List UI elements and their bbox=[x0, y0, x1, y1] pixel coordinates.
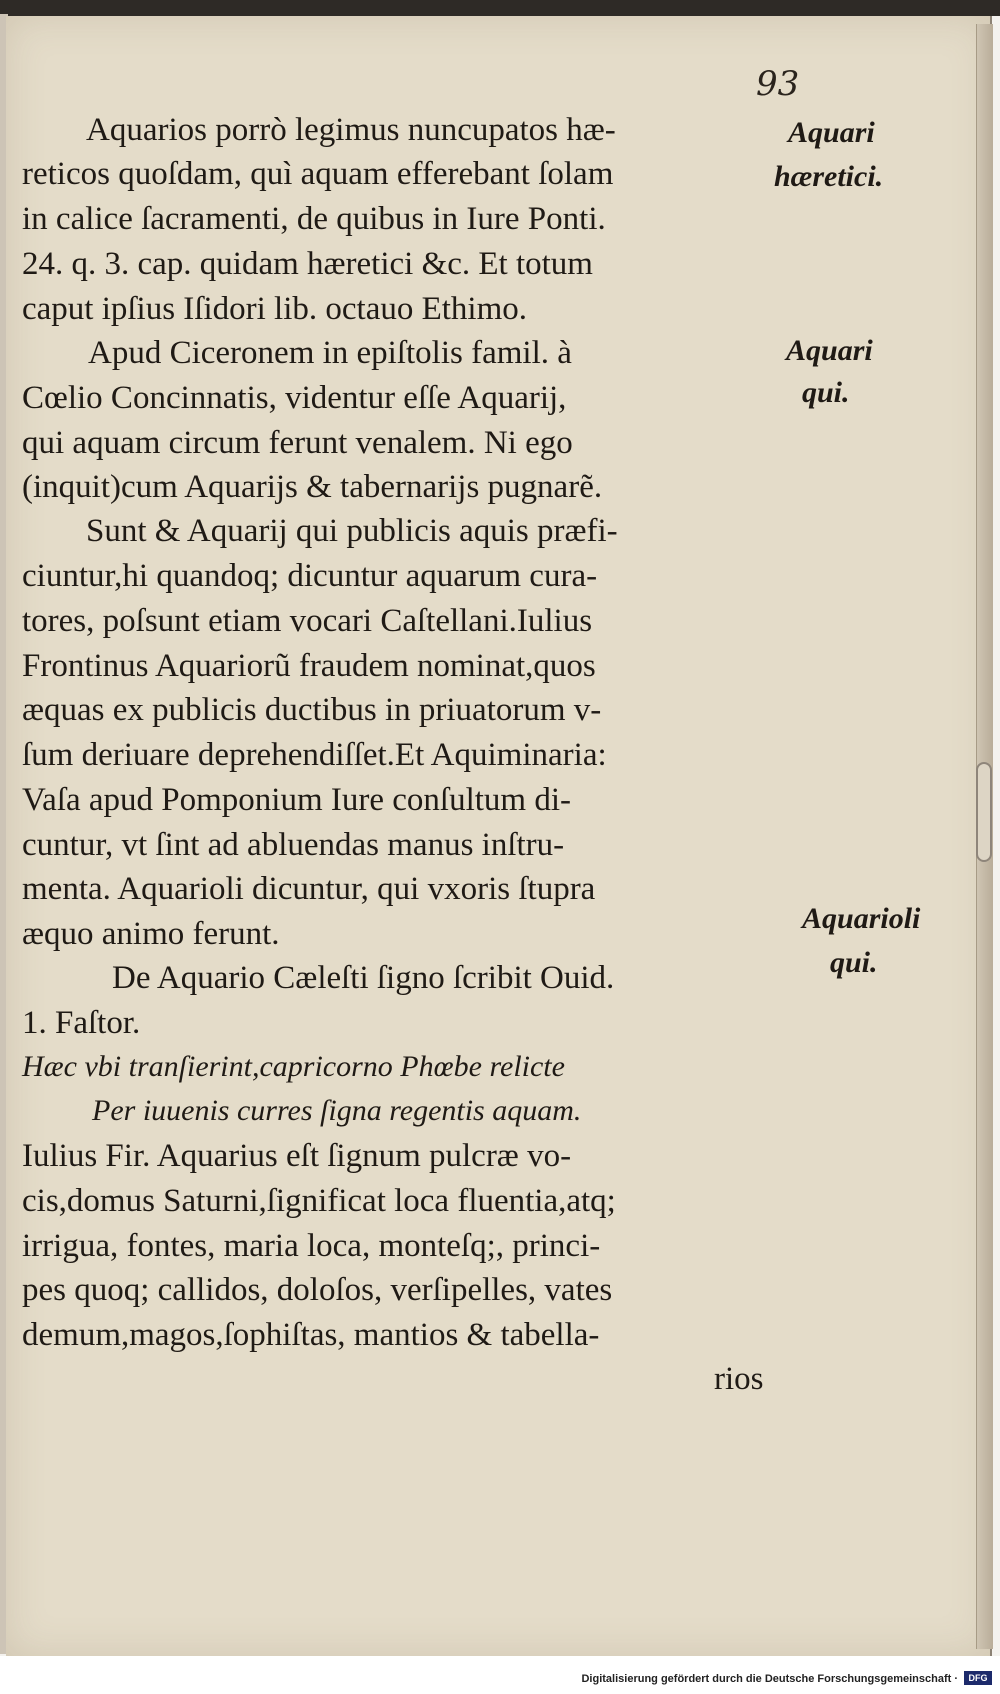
text-line: cuntur, vt ſint ad abluendas manus inſtru- bbox=[22, 827, 565, 863]
text-line: æquo animo ferunt. bbox=[22, 916, 280, 952]
catchword: rios bbox=[714, 1361, 764, 1397]
marginal-note: qui. bbox=[830, 946, 878, 979]
text-line: Apud Ciceronem in epiſtolis famil. à bbox=[88, 335, 572, 371]
text-line: Sunt & Aquarij qui publicis aquis præfi- bbox=[86, 513, 618, 549]
marginal-note: qui. bbox=[802, 376, 850, 409]
book-clasp bbox=[976, 762, 992, 862]
text-line: Aquarios porrò legimus nuncupatos hæ- bbox=[86, 112, 616, 148]
marginal-note: Aquarioli bbox=[802, 902, 921, 935]
book-top-edge bbox=[0, 0, 1000, 16]
text-line: (inquit)cum Aquarijs & tabernarijs pugnarẽ. bbox=[22, 469, 603, 505]
text-line: cis,domus Saturni,ſignificat loca fluentia,atq; bbox=[22, 1183, 616, 1219]
text-line: ſum deriuare deprehendiſſet.Et Aquiminaria: bbox=[22, 737, 607, 773]
text-line: Vaſa apud Pomponium Iure conſultum di- bbox=[22, 782, 571, 818]
text-line: Cœlio Concinnatis, videntur eſſe Aquarij, bbox=[22, 380, 567, 416]
text-line: in calice ſacramenti, de quibus in Iure Ponti. bbox=[22, 201, 606, 237]
text-line: qui aquam circum ferunt venalem. Ni ego bbox=[22, 425, 573, 461]
text-line: irrigua, fontes, maria loca, monteſq;, princi- bbox=[22, 1228, 601, 1264]
marginal-note: Aquari bbox=[786, 334, 873, 367]
text-line: caput ipſius Iſidori lib. octauo Ethimo. bbox=[22, 291, 528, 327]
verse-line: Hæc vbi tranſierint,capricorno Phœbe relicte bbox=[22, 1050, 565, 1083]
verse-line: Per iuuenis curres ſigna regentis aquam. bbox=[92, 1094, 582, 1127]
text-line: menta. Aquarioli dicuntur, qui vxoris ſtupra bbox=[22, 871, 596, 907]
marginal-note: hæretici. bbox=[774, 160, 884, 193]
marginal-note: Aquari bbox=[788, 116, 875, 149]
text-line: Iulius Fir. Aquarius eſt ſignum pulcræ vo- bbox=[22, 1138, 572, 1174]
text-line: Frontinus Aquariorũ fraudem nominat,quos bbox=[22, 648, 596, 684]
text-line: demum,magos,ſophiſtas, mantios & tabella- bbox=[22, 1317, 600, 1353]
text-line: reticos quoſdam, quì aquam efferebant ſolam bbox=[22, 156, 614, 192]
text-line: tores, poſsunt etiam vocari Caſtellani.Iulius bbox=[22, 603, 593, 639]
text-line: æquas ex publicis ductibus in priuatorum v- bbox=[22, 692, 602, 728]
footer-credit: Digitalisierung gefördert durch die Deutsche Forschungsgemeinschaft · bbox=[581, 1673, 958, 1685]
text-line: 1. Faſtor. bbox=[22, 1005, 141, 1041]
page-number: 93 bbox=[756, 64, 800, 104]
text-line: ciuntur,hi quandoq; dicuntur aquarum cura- bbox=[22, 558, 598, 594]
text-line: 24. q. 3. cap. quidam hæretici &c. Et totum bbox=[22, 246, 593, 282]
text-line: pes quoq; callidos, doloſos, verſipelles, vates bbox=[22, 1272, 613, 1308]
dfg-logo: DFG bbox=[964, 1671, 992, 1685]
text-line: De Aquario Cæleſti ſigno ſcribit Ouid. bbox=[112, 960, 615, 996]
